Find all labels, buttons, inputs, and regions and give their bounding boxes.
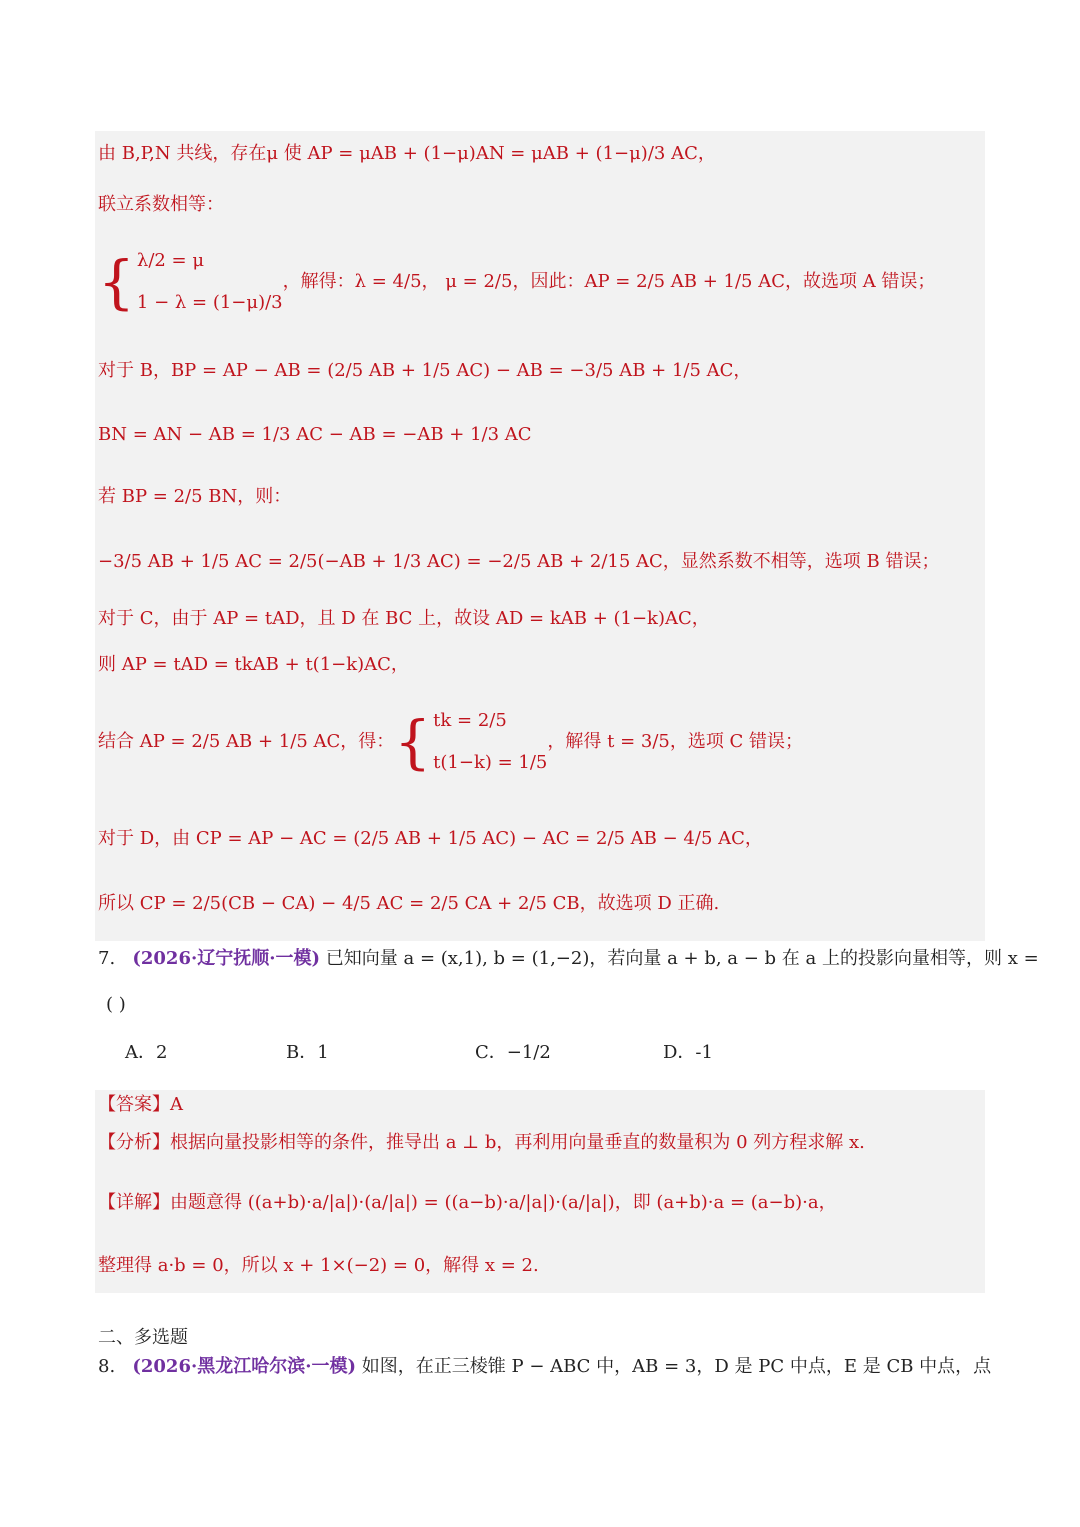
question-7-stem (98, 946, 1039, 972)
analysis-line: 【分析】根据向量投影相等的条件，推导出 a ⊥ b，再利用向量垂直的数量积为 0 列方程求解 x. (98, 1132, 865, 1153)
solution-line-9: 则 AP = tAD = tkAB + t(1−k)AC， (98, 654, 409, 675)
question-source: (2026·辽宁抚顺·一模) (132, 948, 321, 969)
equation-system-1 (137, 240, 283, 324)
solution-line-12: 所以 CP = 2/5(CB − CA) − 4/5 AC = 2/5 CA + 2/5 CB，故选项 D 正确. (98, 893, 720, 914)
solution-line-3-rest: ，解得：λ = 4/5， μ = 2/5，因此：AP = 2/5 AB + 1/5 AC，故选项 A 错误； (282, 271, 936, 292)
system-eq-2: t(1−k) = 1/5 (433, 752, 548, 773)
question-text: 已知向量 a = (x,1), b = (1,−2)，若向量 a + b, a − b 在 a 上的投影向量相等，则 x = (325, 948, 1039, 969)
solution-line-5: BN = AN − AB = 1/3 AC − AB = −AB + 1/3 AC (98, 424, 532, 445)
solution-line-3 (98, 240, 935, 324)
solution-line-10 (98, 700, 803, 784)
question-source: (2026·黑龙江哈尔滨·一模) (132, 1356, 357, 1377)
question-number: 8. (98, 1356, 116, 1377)
question-number: 7. (98, 948, 116, 969)
detail-line: 【详解】由题意得 ((a+b)·a/|a|)·(a/|a|) = ((a−b)·a/|a|)·(a/|a|)，即 (a+b)·a = (a−b)·a， (98, 1192, 837, 1213)
question-text: 如图，在正三棱锥 P − ABC 中，AB = 3，D 是 PC 中点，E 是 CB 中点，点 (361, 1356, 992, 1377)
system-eq-1: λ/2 = μ (136, 250, 205, 271)
solution-line-8: 对于 C，由于 AP = tAD，且 D 在 BC 上，故设 AD = kAB + (1−k)AC， (98, 608, 710, 629)
final-line: 整理得 a·b = 0，所以 x + 1×(−2) = 0，解得 x = 2. (98, 1255, 539, 1276)
solution-line-4: 对于 B，BP = AP − AB = (2/5 AB + 1/5 AC) − AB = −3/5 AB + 1/5 AC， (98, 360, 752, 381)
solution-line-11: 对于 D，由 CP = AP − AC = (2/5 AB + 1/5 AC) − AC = 2/5 AB − 4/5 AC， (98, 828, 763, 849)
system-eq-1: tk = 2/5 (433, 710, 507, 731)
option-a: A．2 (125, 1042, 168, 1063)
left-brace: { (98, 248, 135, 316)
answer-paren: ( ) (106, 994, 126, 1015)
solution-line-1: 由 B,P,N 共线，存在μ 使 AP = μAB + (1−μ)AN = μAB + (1−μ)/3 AC， (98, 143, 716, 164)
equation-system-2 (433, 700, 547, 784)
solution-line-7: −3/5 AB + 1/5 AC = 2/5(−AB + 1/3 AC) = −2/5 AB + 2/15 AC，显然系数不相等，选项 B 错误； (98, 551, 940, 572)
option-c: C．−1/2 (475, 1042, 551, 1063)
option-b: B．1 (286, 1042, 329, 1063)
solution-line-6: 若 BP = 2/5 BN，则： (98, 486, 292, 507)
solution-line-10-b: ，解得 t = 3/5，选项 C 错误； (547, 731, 804, 752)
solution-line-10-a: 结合 AP = 2/5 AB + 1/5 AC，得： (98, 731, 395, 752)
system-eq-2: 1 − λ = (1−μ)/3 (136, 292, 283, 313)
solution-line-2: 联立系数相等： (98, 194, 224, 215)
answer-line: 【答案】A (98, 1094, 183, 1115)
question-8-stem (98, 1354, 991, 1380)
section-heading: 二、多选题 (98, 1327, 188, 1348)
left-brace: { (394, 708, 432, 776)
option-d: D．-1 (663, 1042, 713, 1063)
